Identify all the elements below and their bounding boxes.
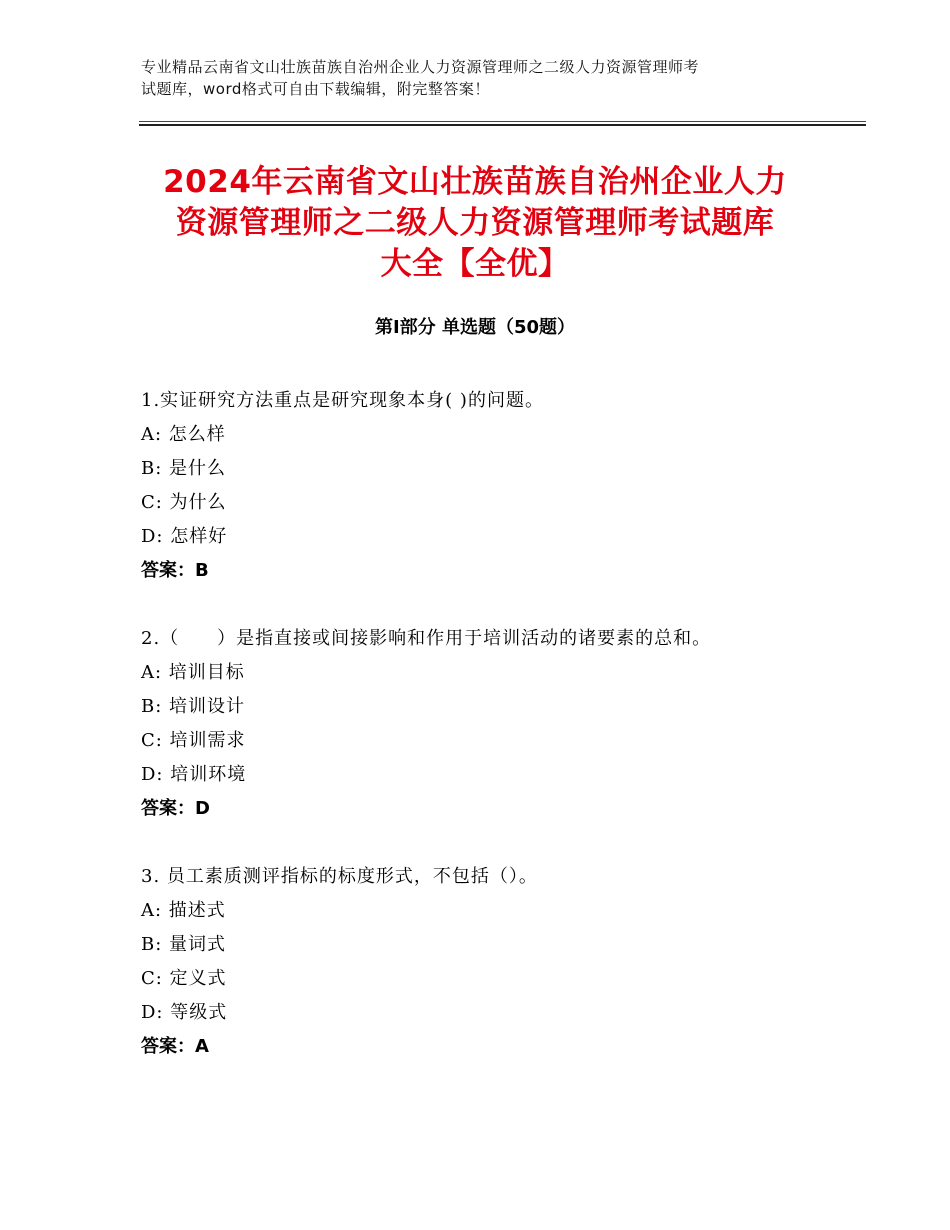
option-c: C: 为什么	[141, 492, 227, 513]
document-title-line-1: 2024年云南省文山壮族苗族自治州企业人力	[163, 164, 787, 200]
option-c: C: 培训需求	[141, 730, 246, 751]
question-3	[141, 860, 881, 1064]
option-a: A: 培训目标	[141, 662, 245, 683]
question-stem: 3. 员工素质测评指标的标度形式，不包括（）。	[141, 866, 538, 887]
document-title-line-2: 资源管理师之二级人力资源管理师考试题库	[175, 205, 775, 241]
option-d: D: 培训环境	[141, 764, 247, 785]
option-b: B: 是什么	[141, 458, 227, 479]
question-stem: 1.实证研究方法重点是研究现象本身( )的问题。	[141, 390, 544, 411]
document-title-line-3: 大全【全优】	[380, 246, 570, 282]
option-a: A: 描述式	[141, 900, 226, 921]
option-d: D: 等级式	[141, 1002, 228, 1023]
question-stem: 2.（ ）是指直接或间接影响和作用于培训活动的诸要素的总和。	[141, 628, 712, 649]
question-1	[141, 384, 881, 588]
header-note-line-2: 试题库，word格式可自由下载编辑，附完整答案！	[141, 80, 490, 98]
question-list	[141, 384, 881, 1098]
option-a: A: 怎么样	[141, 424, 226, 445]
answer: 答案：A	[141, 1036, 209, 1057]
header-divider	[139, 121, 866, 126]
question-2	[141, 622, 881, 826]
document-title	[120, 162, 830, 285]
header-note-line-1: 专业精品云南省文山壮族苗族自治州企业人力资源管理师之二级人力资源管理师考	[141, 58, 700, 76]
section-title: 第Ⅰ部分 单选题（50题）	[374, 317, 575, 338]
option-b: B: 培训设计	[141, 696, 246, 717]
option-b: B: 量词式	[141, 934, 227, 955]
option-c: C: 定义式	[141, 968, 227, 989]
answer: 答案：B	[141, 560, 209, 581]
header-note	[141, 56, 841, 100]
answer: 答案：D	[141, 798, 210, 819]
option-d: D: 怎样好	[141, 526, 228, 547]
